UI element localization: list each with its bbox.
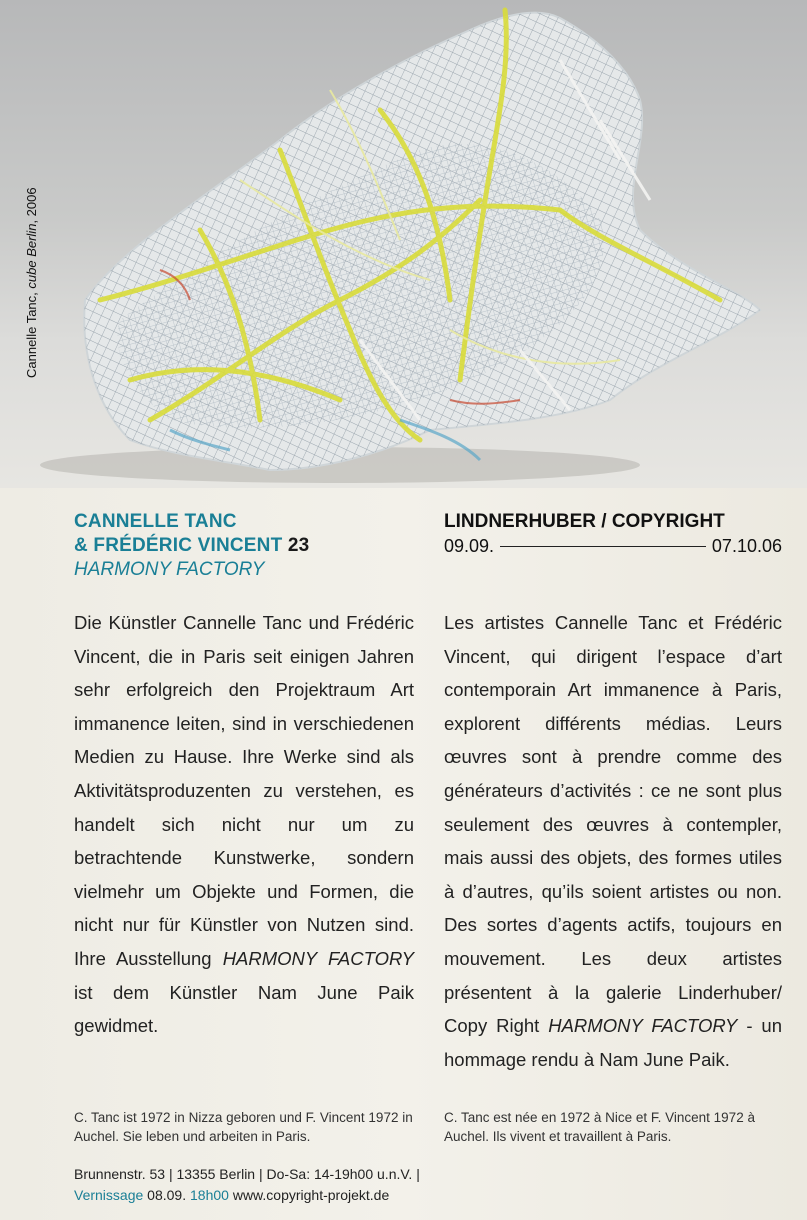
address-footer (74, 1164, 774, 1206)
german-bio-note: C. Tanc ist 1972 in Nizza geboren und F. Vincent 1972 in Auchel. Sie leben und arbeiten in Paris. (74, 1110, 413, 1144)
exhibition-title: HARMONY FACTORY (74, 559, 265, 580)
article-page (0, 488, 807, 1220)
french-bio-note: C. Tanc est née en 1972 à Nice et F. Vincent 1972 à Auchel. Ils vivent et travaillent à Paris. (444, 1110, 755, 1144)
exhibition-dates: 09.09. 07.10.06 (444, 536, 782, 556)
left-column (74, 510, 414, 582)
artist-title: CANNELLE TANC & FRÉDÉRIC VINCENT 23 (74, 511, 310, 556)
paper-map-sculpture (0, 0, 807, 488)
listing-number: 23 (287, 535, 310, 556)
vernissage-line: Vernissage 08.09. 18h00 www.copyright-projekt.de (74, 1187, 390, 1203)
website-link[interactable]: www.copyright-projekt.de (232, 1187, 390, 1203)
address-line: Brunnenstr. 53 | 13355 Berlin | Do-Sa: 14-19h00 u.n.V. | (74, 1166, 420, 1182)
right-column (444, 510, 782, 558)
date-divider (500, 546, 706, 547)
photo-credit: Cannelle Tanc, cube Berlin, 2006 (24, 187, 39, 378)
gallery-title: LINDNERHUBER / COPYRIGHT (444, 511, 725, 532)
german-text: Die Künstler Cannelle Tanc und Frédéric Vincent, die in Paris seit einigen Jahren sehr erfolgreich den Projektraum Art immanence leiten, sind in verschiedenen Medien zu Hause. Ihre Werke sind als Aktivitätsproduzenten zu verstehen, es handelt sich nicht nur um zu betrachtende Kunstwerke, sondern vielmehr um Objekte und Formen, die nicht nur für Künstler von Nutzen sind. Ihre Ausstellung HARMONY FACTORY ist dem Künstler Nam June Paik gewidmet. (74, 612, 414, 1037)
artwork-photo (0, 0, 807, 488)
french-text: Les artistes Cannelle Tanc et Frédéric Vincent, qui dirigent l’espace d’art contemporain Art immanence à Paris, explorent différents médias. Leurs œuvres sont à prendre comme des générateurs d’activités : ce ne sont plus seulement des œuvres à contempler, mais aussi des objets, des formes utiles à d’autres, qu’ils soient artistes ou non. Des sortes d’agents actifs, toujours en mouvement. Les deux artistes présentent à la galerie Linderhuber/ Copy Right HARMONY FACTORY - un hommage rendu à Nam June Paik. (444, 612, 782, 1070)
